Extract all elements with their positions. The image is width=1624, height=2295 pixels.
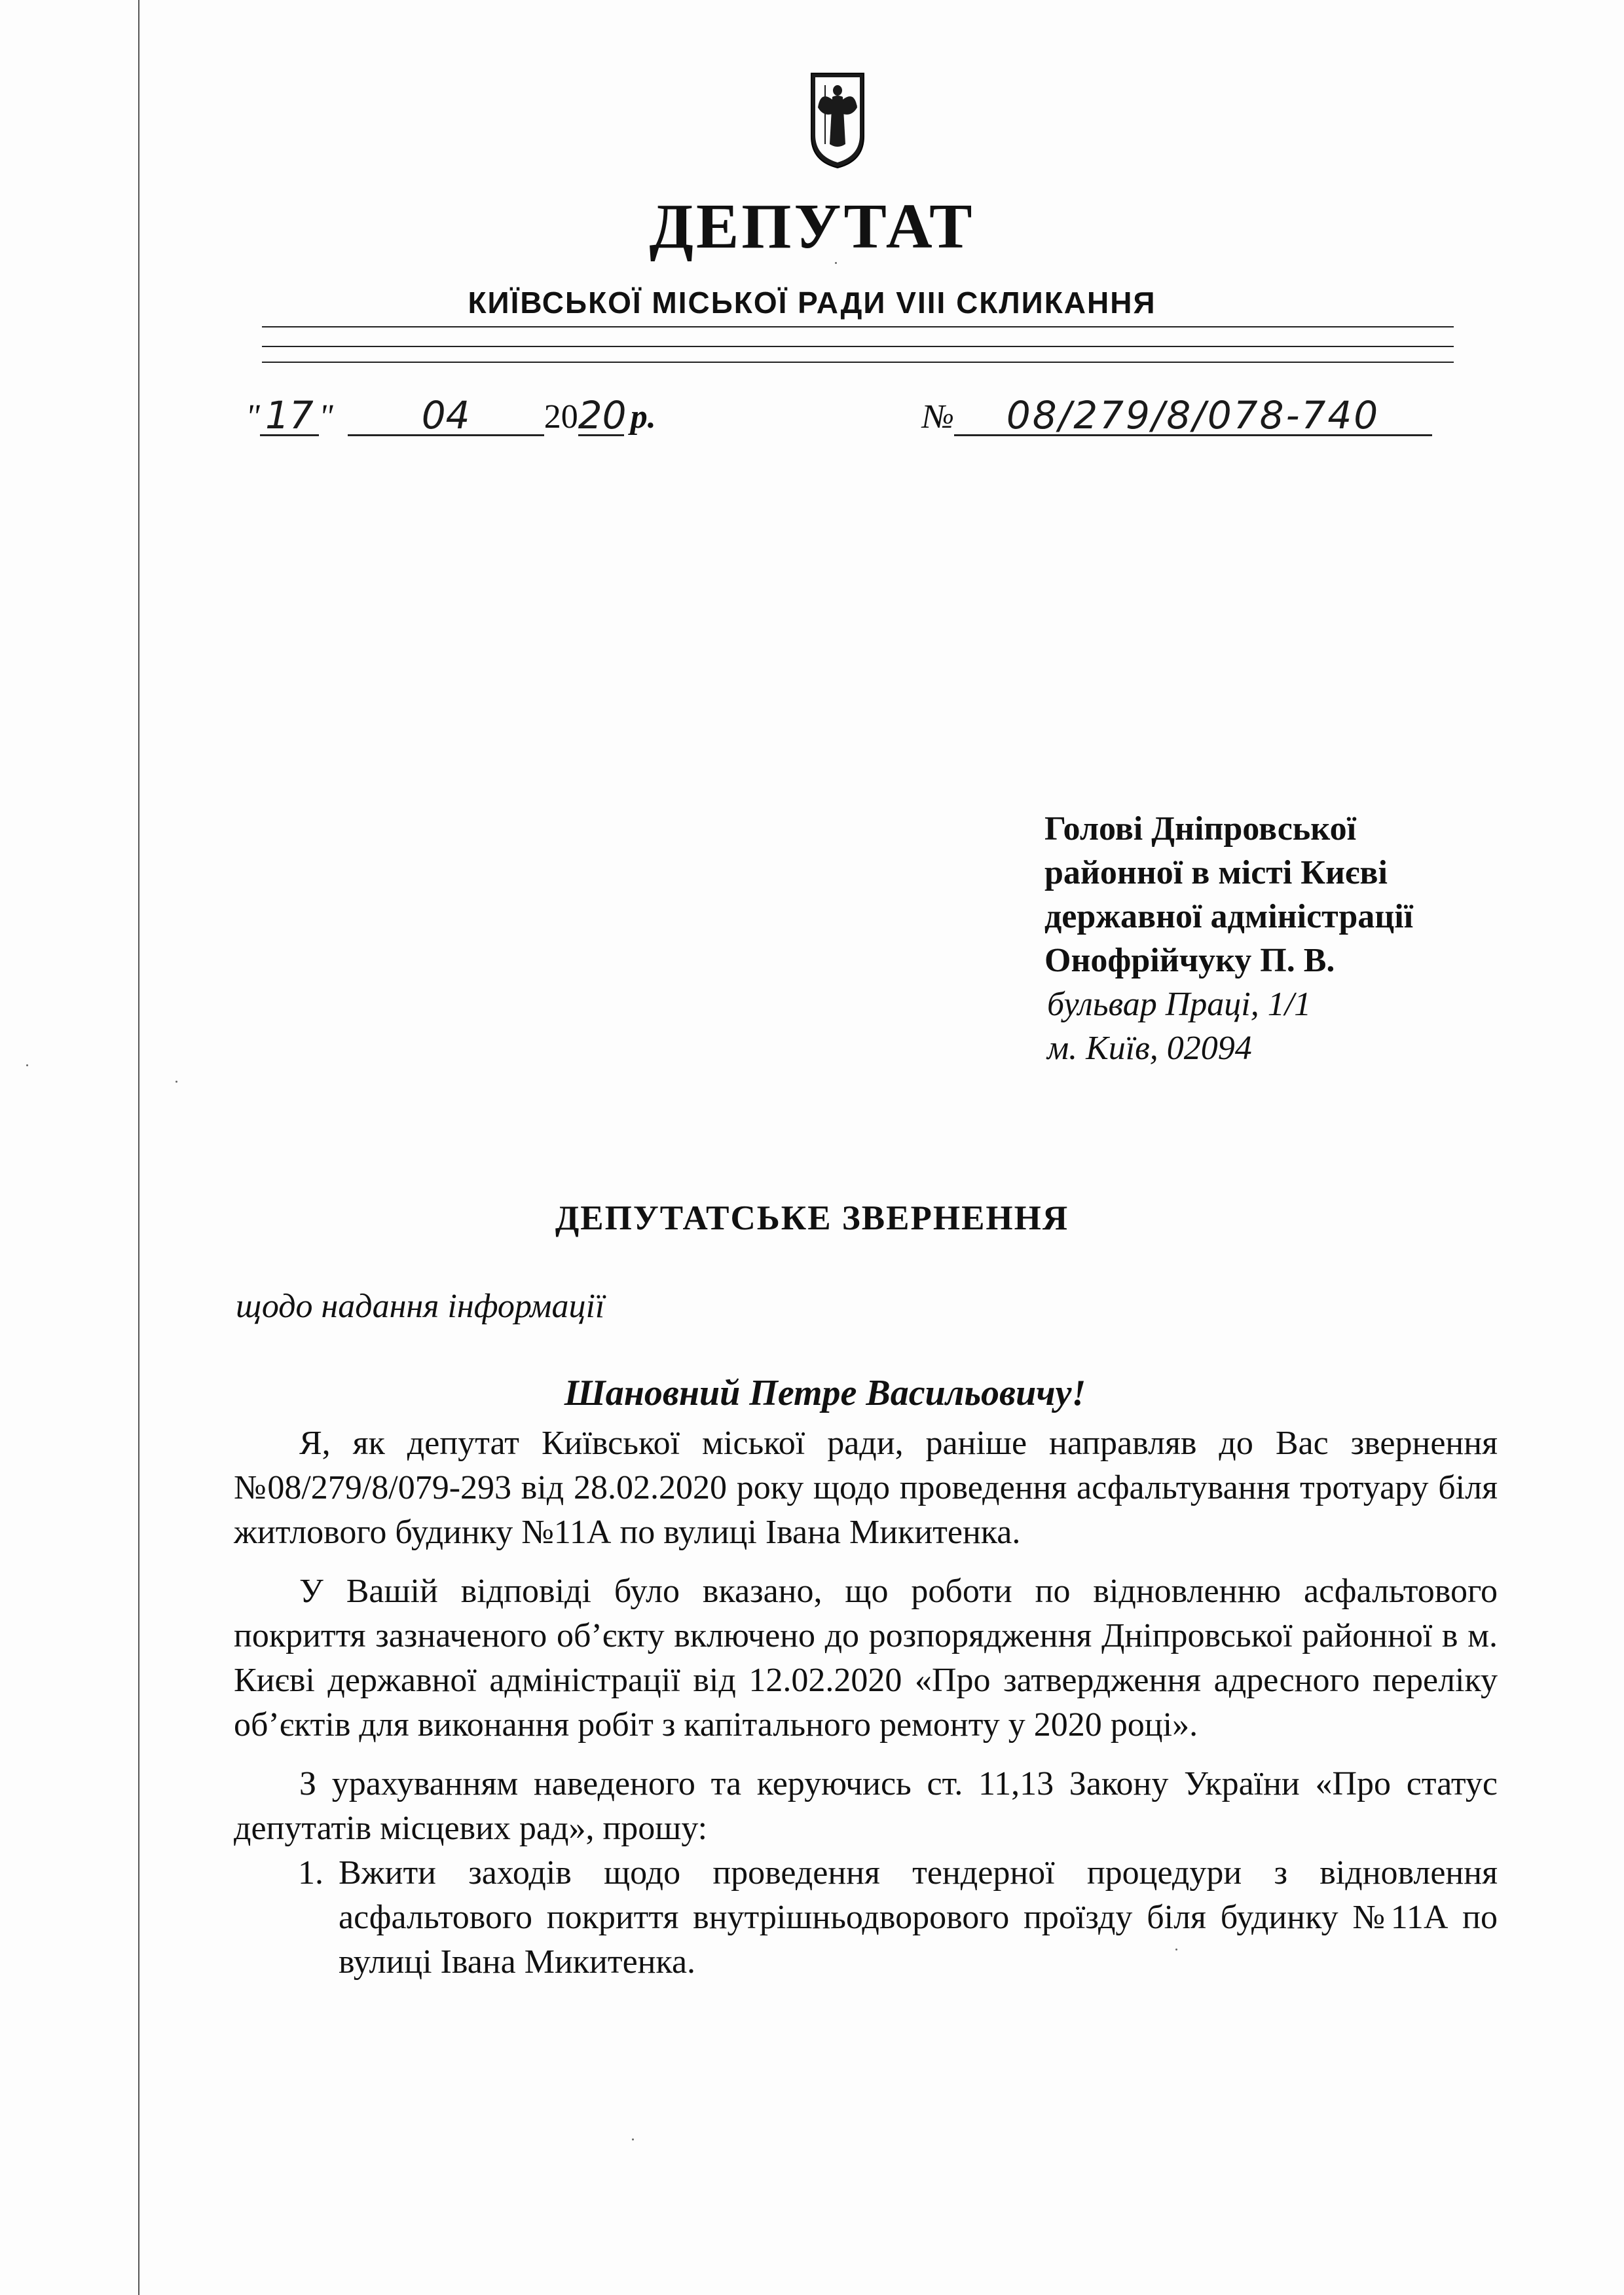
date-close-quote: "	[318, 398, 333, 436]
header-title: ДЕПУТАТ	[649, 191, 975, 262]
scan-speck	[632, 2138, 634, 2140]
date-day: 17	[260, 396, 319, 436]
reference-number: 08/279/8/078-740	[954, 396, 1432, 436]
header-rule-bottom	[262, 362, 1454, 363]
header-rule-top	[262, 326, 1454, 327]
reference-label: №	[922, 398, 955, 436]
scan-speck	[175, 1081, 177, 1083]
date-field	[246, 393, 656, 438]
date-year-suffix: 20	[578, 393, 627, 438]
scan-speck	[835, 262, 837, 264]
kyiv-coat-of-arms-icon	[809, 71, 866, 169]
document-greeting: Шановний Петре Васильовичу!	[564, 1373, 1086, 1413]
scan-speck	[26, 1064, 28, 1066]
request-list	[234, 1851, 1498, 1985]
body-paragraph-2: У Вашій відповіді було вказано, що роботи по відновленню асфальтового покриття зазначеного об’єкту включено до розпорядження Дніпровської районної в м. Києві державної адміністрації від 12.02.2020 «Про затвердження адресного переліку об’єктів для виконання робіт з капітального ремонту у 2020 році».	[234, 1573, 1498, 1744]
scan-edge-line	[138, 0, 139, 2295]
addressee-address-2: м. Київ, 02094	[1047, 1030, 1252, 1067]
document-title: ДЕПУТАТСЬКЕ ЗВЕРНЕННЯ	[555, 1199, 1069, 1237]
document-body	[234, 1421, 1498, 1985]
addressee-line-2: районної в місті Києві	[1044, 854, 1388, 891]
addressee-block	[1044, 807, 1516, 1070]
addressee-line-3: державної адміністрації	[1044, 898, 1414, 935]
request-item-1: 1. Вжити заходів щодо проведення тендерної процедури з відновлення асфальтового покриття внутрішньодворового проїзду біля будинку №11А по вулиці Івана Микитенка.	[332, 1851, 1498, 1985]
addressee-line-1: Голові Дніпровської	[1044, 810, 1357, 848]
addressee-line-4: Онофрійчуку П. В.	[1044, 942, 1335, 979]
addressee-address-1: бульвар Праці, 1/1	[1047, 986, 1312, 1023]
reference-field	[922, 393, 1432, 438]
header-subtitle: КИЇВСЬКОЇ МІСЬКОЇ РАДИ VIII СКЛИКАННЯ	[468, 286, 1156, 320]
date-month: 04	[348, 396, 544, 436]
body-paragraph-3: З урахуванням наведеного та керуючись ст. 11,13 Закону України «Про статус депутатів місцевих рад», прошу:	[234, 1765, 1498, 1847]
body-paragraph-1: Я, як депутат Київської міської ради, раніше направляв до Вас звернення №08/279/8/079-293 від 28.02.2020 року щодо проведення асфальтування тротуару біля житлового будинку №11А по вулиці Івана Микитенка.	[234, 1425, 1498, 1551]
date-open-quote: "	[246, 398, 260, 436]
date-year-unit: р.	[630, 398, 656, 436]
date-year-prefix: 20	[544, 398, 578, 436]
scan-speck	[1175, 1949, 1177, 1950]
document-subject: щодо надання інформації	[236, 1288, 605, 1325]
header-rule-middle	[262, 346, 1454, 347]
